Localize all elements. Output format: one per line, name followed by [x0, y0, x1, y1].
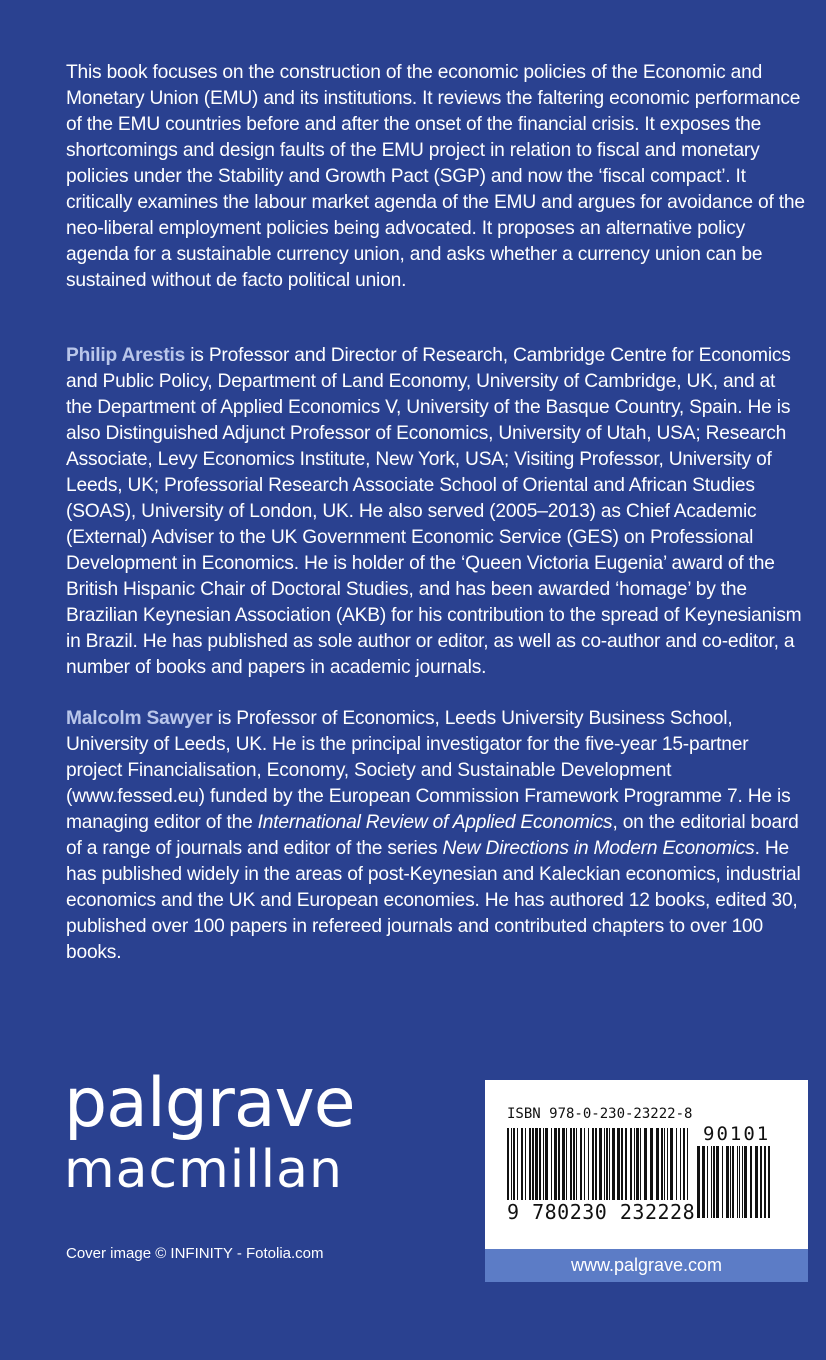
book-description: This book focuses on the construction of the economic policies of the Economic and Monetary Union (EMU) and its institutions. It reviews the faltering economic performance of the EMU countries before and after the onset of the financial crisis. It exposes the shortcomings and design faults of the EMU project in relation to fiscal and monetary policies under the Stability and Growth Pact (SGP) and now the ‘fiscal compact’. It critically examines the labour market agenda of the EMU and argues for avoidance of the neo-liberal employment policies being advocated. It proposes an alternative policy agenda for a sustainable currency union, and asks whether a currency union can be sustained without de facto political union.	[66, 62, 805, 291]
barcode-stripe	[755, 1146, 758, 1218]
journal-title: International Review of Applied Economics	[257, 812, 613, 833]
addon-digits: 90101	[703, 1123, 771, 1145]
barcode-stripe	[742, 1146, 743, 1218]
isbn-text: ISBN 978-0-230-23222-8	[507, 1106, 693, 1122]
author-bio-text: , on the editorial board of a range of journals and editor of the series	[66, 812, 799, 859]
author-bio-text: is Professor of Economics, Leeds University Business School, University of Leeds, UK. He is the principal investigator for the five-year 15-partner project Financialisation, Economy, Society and Sustainable Development (www.fessed.eu) funded by the European Commission Framework Programme 7. He is managing editor of the	[66, 708, 791, 833]
barcode-stripe	[768, 1146, 770, 1218]
addon-barcode-bars	[697, 1146, 772, 1218]
barcode-stripe	[707, 1146, 708, 1218]
author-bio-text: . He has published widely in the areas of post-Keynesian and Kaleckian economics, industrial economics and the UK and European economies. He has authored 12 books, edited 30, published over 100 papers in refereed journals and contributed chapters to over 100 books.	[66, 838, 801, 963]
barcode-stripe	[739, 1146, 740, 1218]
barcode-stripe	[764, 1146, 766, 1218]
cover-image-credit: Cover image © INFINITY - Fotolia.com	[66, 1245, 324, 1262]
author-bio-arestis	[66, 343, 806, 681]
isbn-barcode	[485, 1080, 808, 1282]
barcode-stripe	[713, 1146, 715, 1218]
author-bio-sawyer	[66, 706, 806, 966]
barcode-stripe	[716, 1146, 719, 1218]
barcode-stripe	[702, 1146, 705, 1218]
ean-digits: 9 780230 232228	[507, 1200, 696, 1224]
barcode-stripe	[750, 1146, 752, 1218]
publisher-logo	[64, 1066, 355, 1198]
barcode-stripe	[722, 1146, 723, 1218]
barcode-stripe	[730, 1146, 731, 1218]
website-url: www.palgrave.com	[485, 1249, 808, 1282]
author-name: Malcolm Sawyer	[66, 708, 213, 729]
barcode-stripe	[732, 1146, 734, 1218]
logo-word-palgrave: palgrave	[64, 1064, 355, 1143]
barcode-stripe	[744, 1146, 747, 1218]
author-name: Philip Arestis	[66, 345, 186, 366]
barcode-stripe	[697, 1146, 700, 1218]
author-bio-text: is Professor and Director of Research, Cambridge Centre for Economics and Public Policy, Department of Land Economy, University of Cambridge, UK, and at the Department of Applied Economics V, University of the Basque Country, Spain. He is also Distinguished Adjunct Professor of Economics, University of Utah, USA; Research Associate, Levy Economics Institute, New York, USA; Visiting Professor, University of Leeds, UK; Professorial Research Associate School of Oriental and African Studies (SOAS), University of London, UK. He also served (2005–2013) as Chief Academic (External) Adviser to the UK Government Economic Service (GES) on Professional Development in Economics. He is holder of the ‘Queen Victoria Eugenia’ award of the British Hispanic Chair of Doctoral Studies, and has been awarded ‘homage’ by the Brazilian Keynesian Association (AKB) for his contribution to the spread of Keynesianism in Brazil. He has published as sole author or editor, as well as co-author and co-editor, a number of books and papers in academic journals.	[66, 345, 802, 678]
logo-word-macmillan: macmillan	[64, 1140, 343, 1200]
series-title: New Directions in Modern Economics	[442, 838, 755, 859]
barcode-stripe	[711, 1146, 712, 1218]
barcode-stripe	[760, 1146, 762, 1218]
barcode-stripe	[737, 1146, 738, 1218]
barcode-stripe	[726, 1146, 729, 1218]
